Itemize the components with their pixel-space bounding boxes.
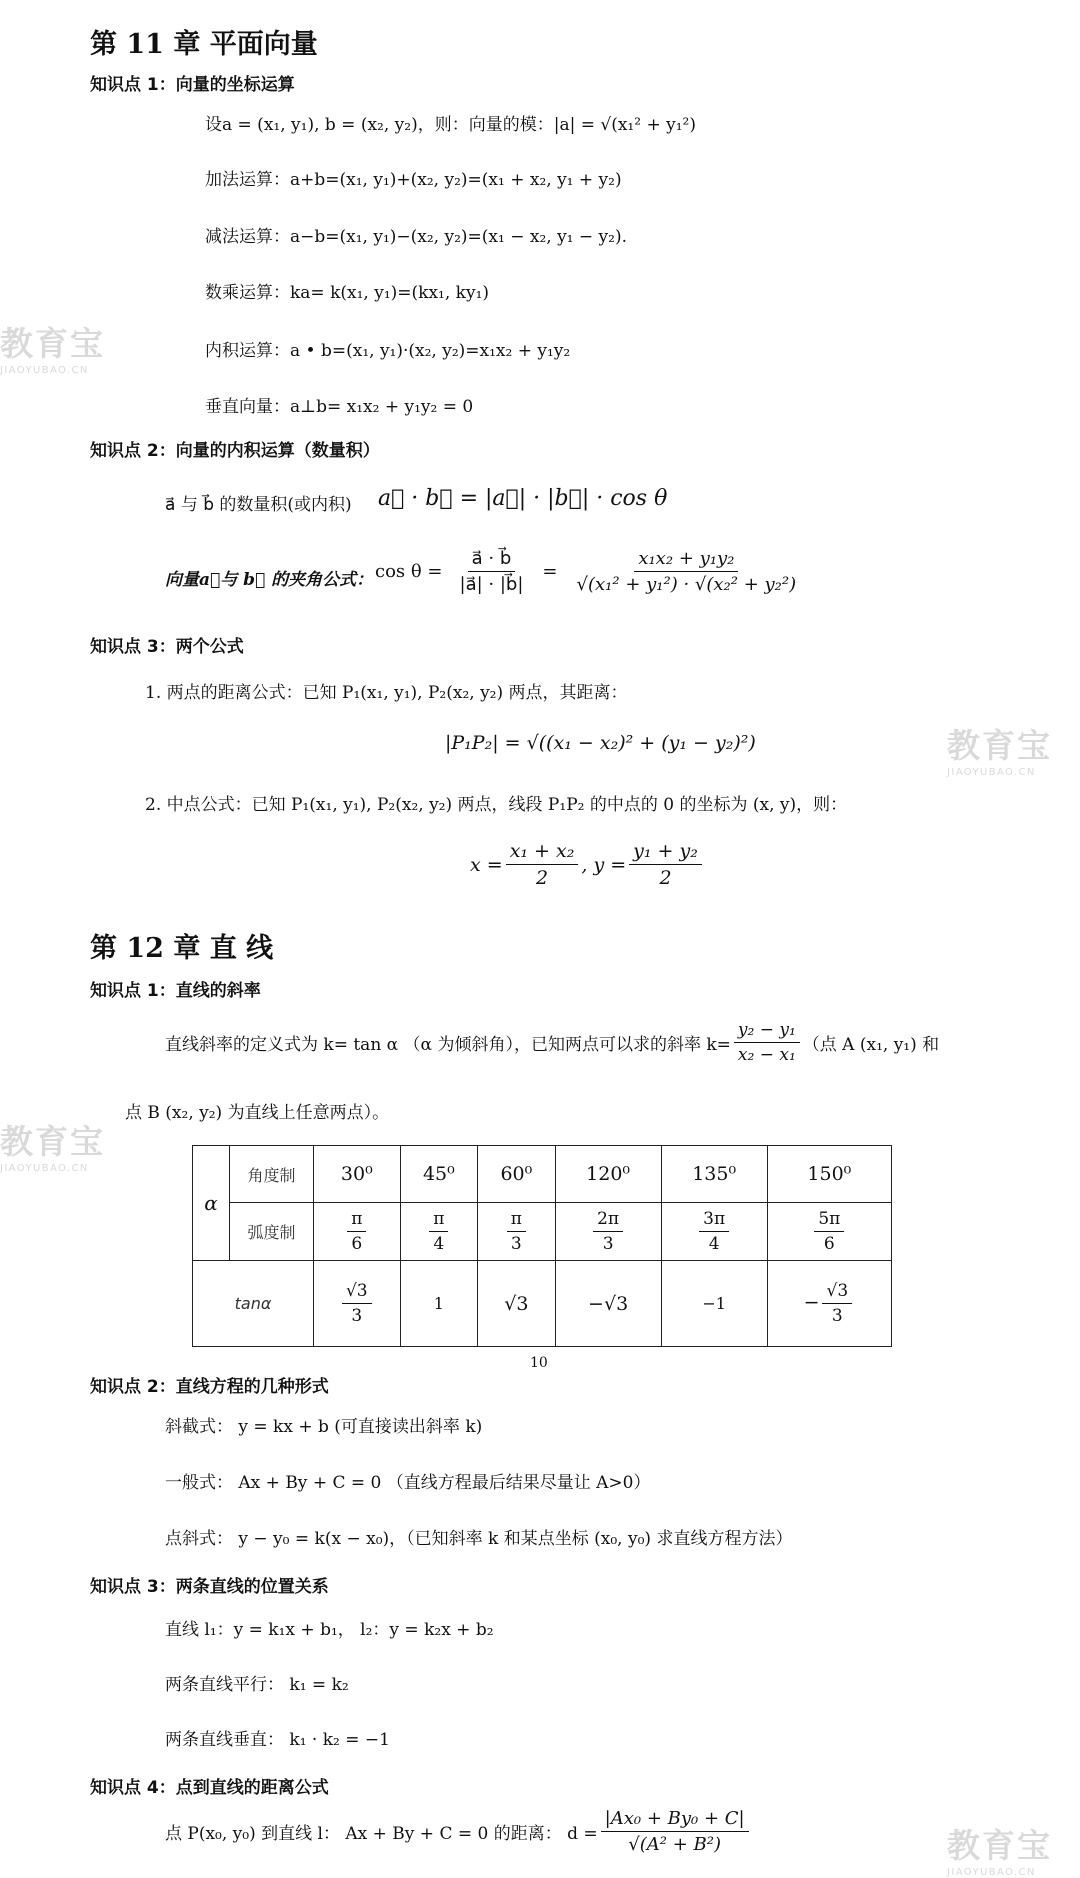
degree-cell: 45⁰ xyxy=(400,1146,477,1203)
tan-row-label: tanα xyxy=(193,1261,314,1347)
vector-dot-line: 内积运算：a • b=(x₁, y₁)·(x₂, y₂)=x₁x₂ + y₁y₂ xyxy=(205,341,571,361)
vector-add-line: 加法运算：a+b=(x₁, y₁)+(x₂, y₂)=(x₁ + x₂, y₁ + y₂) xyxy=(205,170,622,190)
ch12-kp2-title: 知识点 2：直线方程的几种形式 xyxy=(90,1377,329,1397)
radian-num: 3π xyxy=(699,1209,729,1232)
degree-row-label: 角度制 xyxy=(230,1146,314,1203)
midpoint-x-den: 2 xyxy=(535,867,549,889)
distance-den: √(A² + B²) xyxy=(628,1834,721,1855)
midpoint-x-lhs: x = xyxy=(470,853,503,876)
distance-prefix: 点 P(x₀, y₀) 到直线 l： Ax + By + C = 0 的距离： d = xyxy=(165,1824,598,1844)
slope-def-text: 直线斜率的定义式为 k= tan α （α 为倾斜角），已知两点可以求的斜率 k= xyxy=(165,1035,731,1055)
angle-table xyxy=(192,1145,892,1347)
dot-product-def-label: a⃗ 与 b⃗ 的数量积(或内积) xyxy=(165,495,352,515)
slope-num: y₂ − y₁ xyxy=(734,1020,800,1043)
ch12-kp3-title: 知识点 3：两条直线的位置关系 xyxy=(90,1577,329,1597)
radian-den: 4 xyxy=(433,1234,445,1254)
vector-sub-line: 减法运算：a−b=(x₁, y₁)−(x₂, y₂)=(x₁ − x₂, y₁ − y₂). xyxy=(205,227,628,247)
slope-intercept-form: 斜截式： y = kx + b (可直接读出斜率 k) xyxy=(165,1417,483,1437)
slope-point-a: （点 A (x₁, y₁) 和 xyxy=(802,1035,940,1055)
radian-num: π xyxy=(347,1209,366,1232)
midpoint-formula-item: 2. 中点公式：已知 P₁(x₁, y₁), P₂(x₂, y₂) 两点，线段 P₁P₂ 的中点的 0 的坐标为 (x, y)，则： xyxy=(145,795,848,815)
midpoint-y-num: y₁ + y₂ xyxy=(629,840,702,865)
radian-cell xyxy=(314,1203,401,1261)
angle-formula xyxy=(375,548,803,595)
distance-fraction xyxy=(601,1808,749,1855)
angle-formula-label: 向量a⃗与 b⃗ 的夹角公式： xyxy=(165,570,374,590)
angle-num-2: x₁x₂ + y₁y₂ xyxy=(634,548,738,572)
ch12-kp4-title: 知识点 4：点到直线的距离公式 xyxy=(90,1778,329,1798)
tan-cell: −√3 xyxy=(555,1261,661,1347)
radian-den: 3 xyxy=(602,1234,614,1254)
angle-eq: = xyxy=(542,561,558,582)
radian-num: π xyxy=(507,1209,526,1232)
angle-fraction-2 xyxy=(573,548,801,595)
radian-num: 5π xyxy=(814,1209,844,1232)
slope-den: x₂ − x₁ xyxy=(737,1045,796,1065)
vector-set-line: 设a = (x₁, y₁), b = (x₂, y₂)，则：向量的模：|a| = √(x₁² + y₁²) xyxy=(205,115,696,135)
radian-cell xyxy=(661,1203,767,1261)
radian-row-label: 弧度制 xyxy=(230,1203,314,1261)
tan-cell xyxy=(314,1261,401,1347)
watermark-logo: 教育宝 JIAOYUBAO.CN xyxy=(947,1826,1052,1878)
midpoint-y-fraction xyxy=(629,840,702,889)
tan-cell xyxy=(767,1261,891,1347)
two-lines-def: 直线 l₁：y = k₁x + b₁， l₂：y = k₂x + b₂ xyxy=(165,1620,494,1640)
tan-num: √3 xyxy=(822,1281,852,1304)
alpha-cell: α xyxy=(193,1146,230,1261)
tan-sign: − xyxy=(803,1291,820,1314)
perpendicular-condition: 两条直线垂直： k₁ · k₂ = −1 xyxy=(165,1730,390,1750)
page-number: 10 xyxy=(530,1355,548,1371)
ch11-kp3-title: 知识点 3：两个公式 xyxy=(90,637,244,657)
radian-den: 4 xyxy=(708,1234,720,1254)
watermark-logo: 教育宝 JIAOYUBAO.CN xyxy=(0,1122,105,1174)
angle-lhs: cos θ = xyxy=(375,561,443,582)
distance-formula: |P₁P₂| = √((x₁ − x₂)² + (y₁ − y₂)²) xyxy=(445,732,756,754)
general-form: 一般式： Ax + By + C = 0 （直线方程最后结果尽量让 A>0） xyxy=(165,1473,651,1493)
watermark-logo: 教育宝 JIAOYUBAO.CN xyxy=(947,726,1052,778)
tan-cell: 1 xyxy=(400,1261,477,1347)
radian-cell xyxy=(478,1203,555,1261)
tan-num: √3 xyxy=(342,1281,372,1304)
chapter-11-title: 第 11 章 平面向量 xyxy=(90,29,318,60)
distance-formula-item: 1. 两点的距离公式：已知 P₁(x₁, y₁), P₂(x₂, y₂) 两点，其距离： xyxy=(145,683,628,703)
midpoint-x-fraction xyxy=(506,840,579,889)
chapter-12-title: 第 12 章 直 线 xyxy=(90,933,274,964)
radian-den: 6 xyxy=(351,1234,363,1254)
slope-fraction xyxy=(734,1020,800,1065)
ch11-kp2-title: 知识点 2：向量的内积运算（数量积） xyxy=(90,441,380,461)
watermark-logo: 教育宝 JIAOYUBAO.CN xyxy=(0,324,105,376)
degree-cell: 135⁰ xyxy=(661,1146,767,1203)
point-line-distance xyxy=(165,1808,752,1855)
distance-num: |Ax₀ + By₀ + C| xyxy=(601,1808,749,1832)
slope-point-b: 点 B (x₂, y₂) 为直线上任意两点）。 xyxy=(125,1103,390,1123)
radian-num: π xyxy=(429,1209,448,1232)
radian-cell xyxy=(555,1203,661,1261)
parallel-condition: 两条直线平行： k₁ = k₂ xyxy=(165,1675,349,1695)
degree-cell: 60⁰ xyxy=(478,1146,555,1203)
tan-cell: −1 xyxy=(661,1261,767,1347)
angle-fraction-1 xyxy=(456,548,528,595)
ch11-kp1-title: 知识点 1：向量的坐标运算 xyxy=(90,75,295,95)
tan-den: 3 xyxy=(351,1306,363,1326)
midpoint-formula xyxy=(470,840,705,889)
point-slope-form: 点斜式： y − y₀ = k(x − x₀)，（已知斜率 k 和某点坐标 (x₀, y₀) 求直线方程方法） xyxy=(165,1529,793,1549)
angle-den-2: √(x₁² + y₁²) · √(x₂² + y₂²) xyxy=(576,574,797,595)
degree-cell: 30⁰ xyxy=(314,1146,401,1203)
radian-cell xyxy=(767,1203,891,1261)
ch12-kp1-title: 知识点 1：直线的斜率 xyxy=(90,981,261,1001)
angle-den-1: |a⃗| · |b⃗| xyxy=(459,574,524,595)
midpoint-y-lhs: , y = xyxy=(581,853,627,876)
radian-den: 3 xyxy=(510,1234,522,1254)
tan-den: 3 xyxy=(831,1306,843,1326)
radian-num: 2π xyxy=(593,1209,623,1232)
slope-definition xyxy=(165,1020,939,1065)
tan-cell: √3 xyxy=(478,1261,555,1347)
vector-mul-line: 数乘运算：ka= k(x₁, y₁)=(kx₁, ky₁) xyxy=(205,283,490,303)
radian-den: 6 xyxy=(823,1234,835,1254)
midpoint-x-num: x₁ + x₂ xyxy=(506,840,579,865)
degree-cell: 150⁰ xyxy=(767,1146,891,1203)
vector-perp-line: 垂直向量：a⊥b= x₁x₂ + y₁y₂ = 0 xyxy=(205,397,474,417)
angle-num-1: a⃗ · b⃗ xyxy=(468,548,516,572)
dot-product-formula: a⃗ · b⃗ = |a⃗| · |b⃗| · cos θ xyxy=(378,486,668,511)
radian-cell xyxy=(400,1203,477,1261)
degree-cell: 120⁰ xyxy=(555,1146,661,1203)
midpoint-y-den: 2 xyxy=(659,867,672,889)
